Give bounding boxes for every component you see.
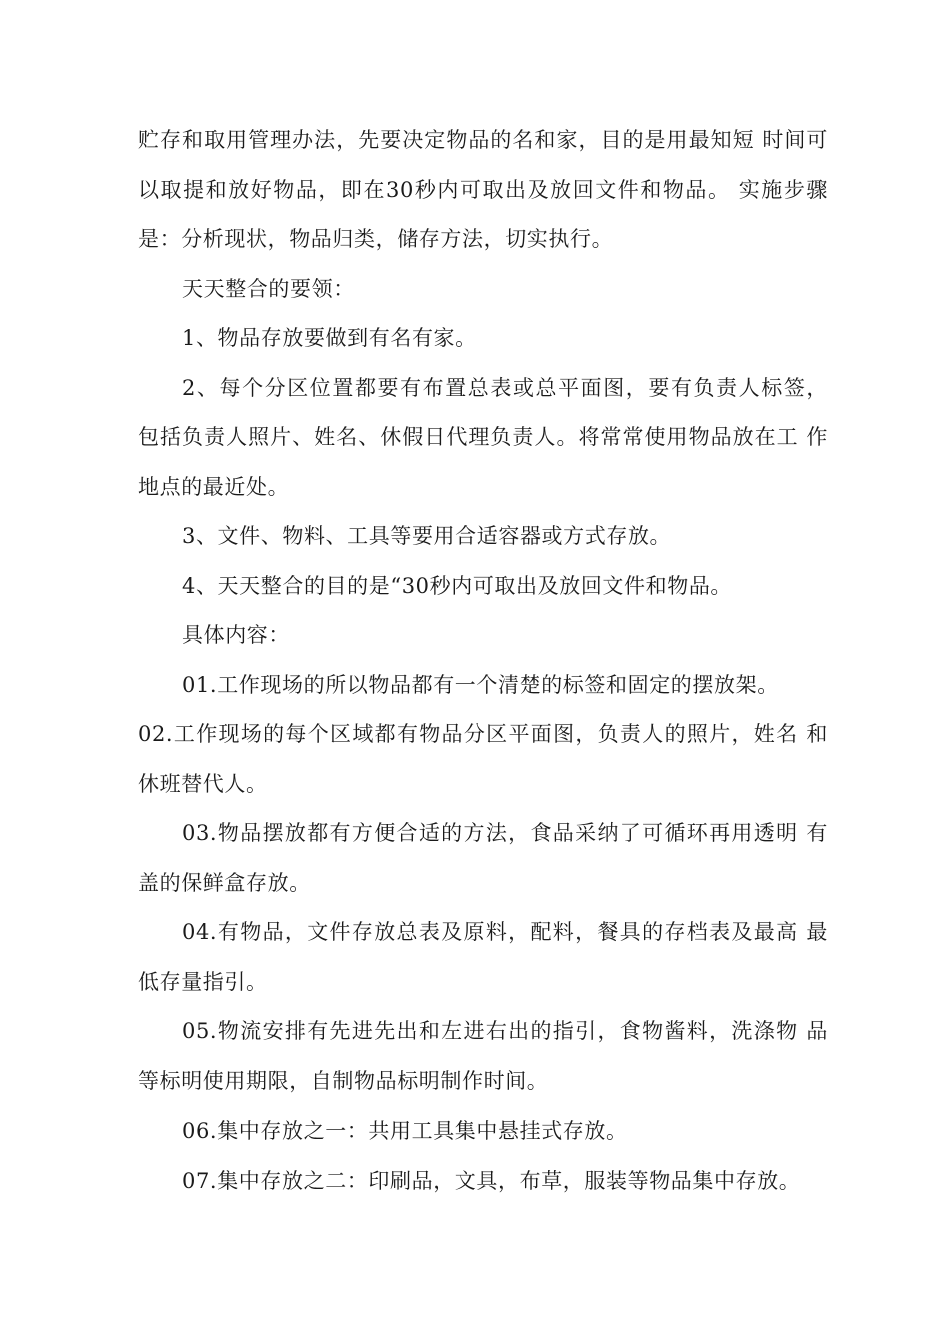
document-body (138, 116, 828, 1206)
paragraph-storage-method: 贮存和取用管理办法，先要决定物品的名和家，目的是用最知短 时间可以取提和放好物品，即在30秒内可取出及放回文件和物品。 实施步骤是：分析现状，物品归类，储存方法，切实执行。 (138, 128, 828, 251)
paragraph-essential-2: 2、每个分区位置都要有布置总表或总平面图，要有负责人标签， 包括负责人照片、姓名、休假日代理负责人。将常常使用物品放在工 作地点的最近处。 (138, 375, 828, 499)
paragraph-detail-01: 01.工作现场的所以物品都有一个清楚的标签和固定的摆放架。 (182, 672, 779, 697)
paragraph-essentials-heading: 天天整合的要领： (182, 276, 355, 301)
paragraph-detail-02: 02.工作现场的每个区域都有物品分区平面图，负责人的照片，姓名 和休班替代人。 (138, 722, 828, 796)
paragraph-essential-3: 3、文件、物料、工具等要用合适容器或方式存放。 (182, 524, 672, 548)
paragraph-details-heading: 具体内容： (182, 623, 290, 647)
paragraph-detail-06: 06.集中存放之一：共用工具集中悬挂式存放。 (182, 1119, 628, 1143)
paragraph-detail-04: 04.有物品，文件存放总表及原料，配料，餐具的存档表及最高 最低存量指引。 (138, 920, 828, 994)
paragraph-detail-03: 03.物品摆放都有方便合适的方法，食品采纳了可循环再用透明 有盖的保鲜盒存放。 (138, 821, 828, 895)
paragraph-essential-1: 1、物品存放要做到有名有家。 (182, 326, 477, 350)
paragraph-essential-4: 4、天天整合的目的是“30秒内可取出及放回文件和物品。 (182, 573, 733, 598)
paragraph-detail-05: 05.物流安排有先进先出和左进右出的指引，食物酱料，洗涤物 品等标明使用期限，自制物品标明制作时间。 (138, 1019, 828, 1093)
paragraph-detail-07: 07.集中存放之二：印刷品，文具，布草，服装等物品集中存放。 (182, 1168, 801, 1193)
